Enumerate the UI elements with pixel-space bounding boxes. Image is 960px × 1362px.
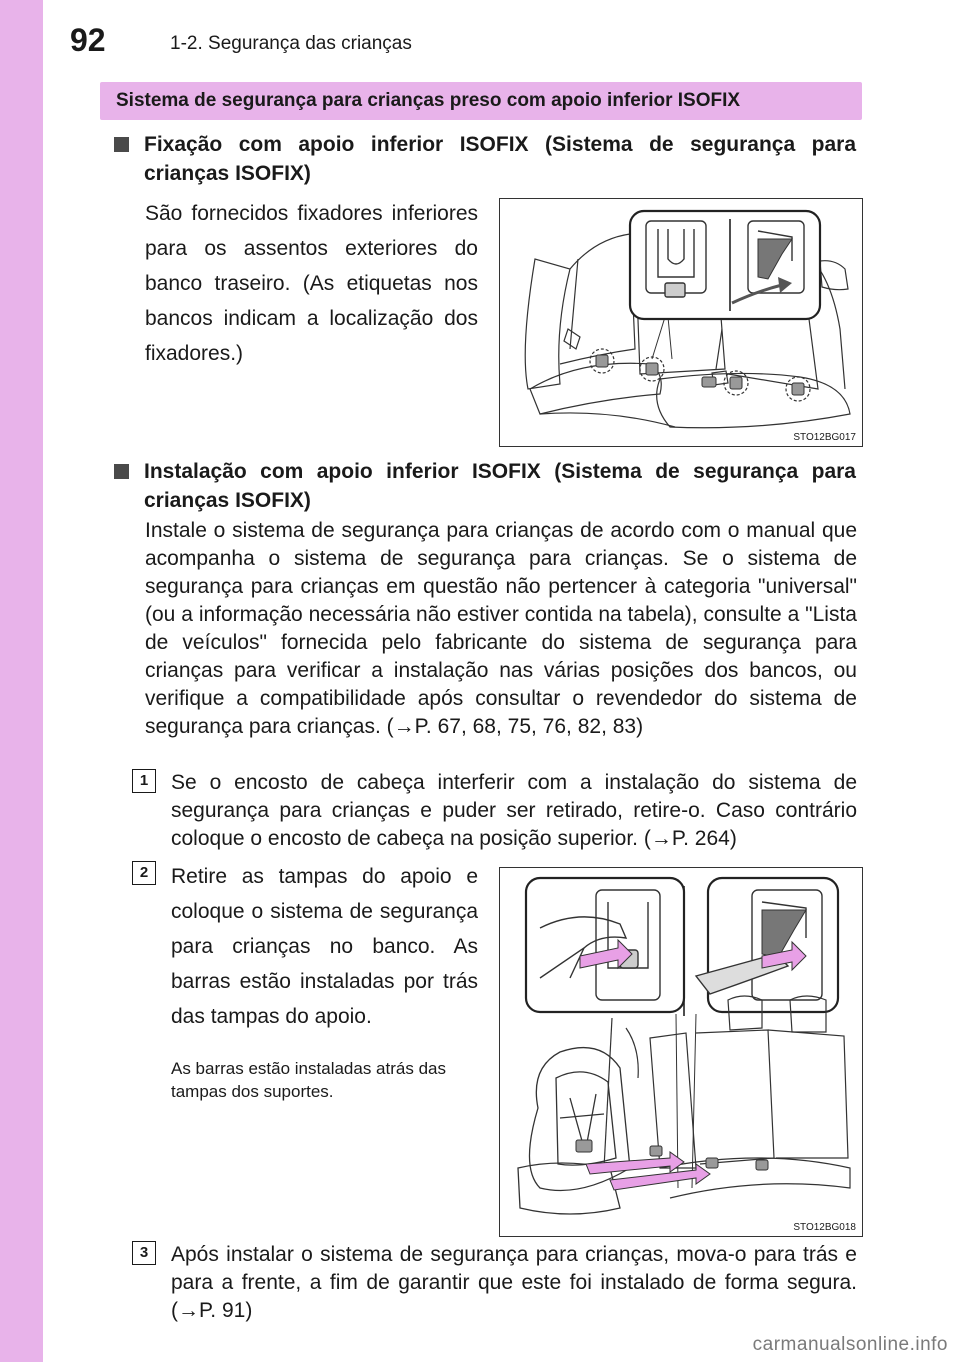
section-heading-installation: [114, 457, 856, 517]
section-banner: [100, 82, 862, 120]
step-3-text: Após instalar o sistema de segurança para crianças, mova-o para trás e para a frente, a fim de garantir que este foi instalado de forma segura. (→P. 91): [171, 1243, 857, 1322]
step-number-box: 3: [132, 1241, 156, 1265]
figure-rear-seat-anchors: [499, 198, 863, 447]
step-number-box: 1: [132, 769, 156, 793]
watermark: carmanualsonline.info: [752, 1334, 948, 1355]
section-heading-fixation: [114, 130, 856, 190]
rear-seat-illustration: [500, 199, 862, 446]
figure-code: STO12BG017: [793, 432, 856, 443]
anchor-description: São fornecidos fixadores inferiores para os assentos exteriores do banco traseiro. (As etiquetas nos bancos indicam a localização dos fixadores.): [145, 202, 478, 365]
bullet-square-icon: [114, 137, 129, 152]
bullet-square-icon: [114, 464, 129, 479]
installation-paragraph: Instale o sistema de segurança para crianças de acordo com o manual que acompanha o sistema de segurança para crianças. Se o sistema de segurança para crianças em questão não pertencer à categoria "universal" (ou a informação necessária não estiver contida na tabela), consulte a "Lista de veículos" fornecida pelo fabricante do sistema de segurança para crianças para verificar a instalação nas várias posições dos bancos, ou verifique a compatibilidade após consultar o revendedor do sistema de segurança para crianças. (→P. 67, 68, 75, 76, 82, 83): [145, 519, 857, 738]
child-seat-illustration: [500, 868, 862, 1236]
side-color-band: [0, 0, 43, 1362]
page-number: 92: [70, 22, 106, 58]
step-1-text: Se o encosto de cabeça interferir com a instalação do sistema de segurança para crianças e puder ser retirado, retire-o. Caso contrário coloque o encosto de cabeça na posição superior. (→P. 264): [171, 771, 857, 850]
section-banner-title: Sistema de segurança para crianças preso com apoio inferior ISOFIX: [116, 90, 741, 111]
figure-code: STO12BG018: [793, 1222, 856, 1233]
running-header: 1-2. Segurança das crianças: [170, 33, 412, 54]
figure-child-seat-installation: [499, 867, 863, 1237]
step-2-text: Retire as tampas do apoio e coloque o sistema de segurança para crianças no banco. As barras estão instaladas por trás das tampas do apoio.: [171, 865, 478, 1028]
section-heading-text: Fixação com apoio inferior ISOFIX (Sistema de segurança para crianças ISOFIX): [144, 133, 856, 185]
step-2-note: As barras estão instaladas atrás das tampas dos suportes.: [171, 1059, 446, 1101]
step-number-box: 2: [132, 861, 156, 885]
section-heading-text: Instalação com apoio inferior ISOFIX (Sistema de segurança para crianças ISOFIX): [144, 460, 856, 512]
